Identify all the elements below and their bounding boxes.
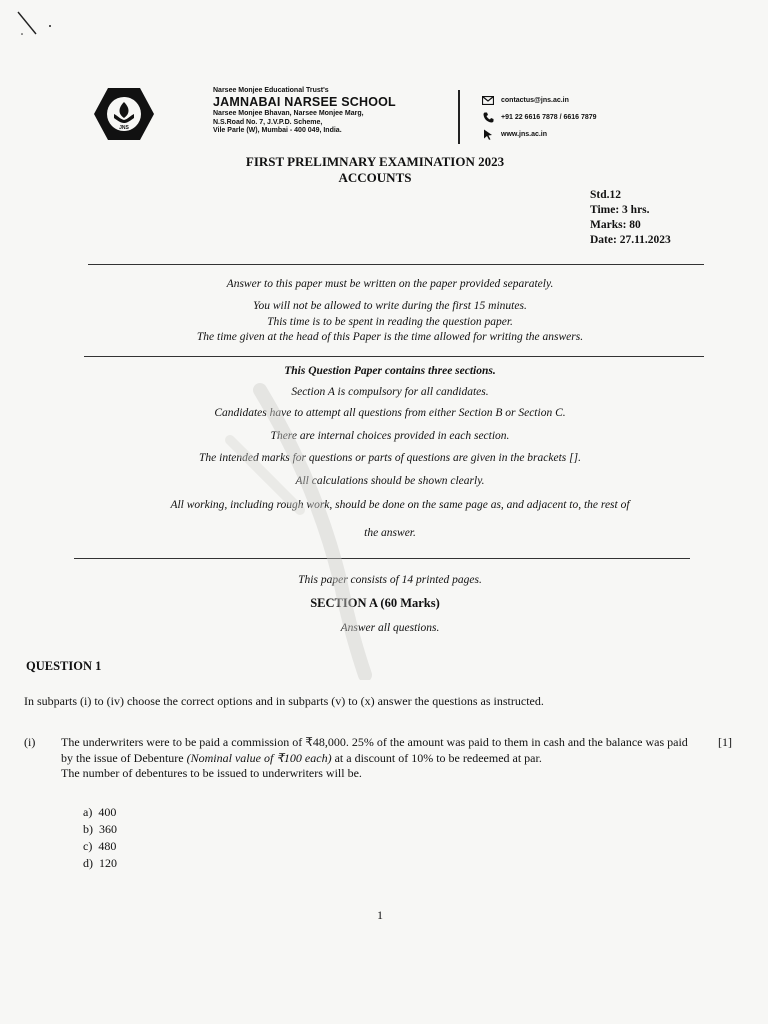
- answer-options: [83, 804, 117, 872]
- instruction-1-2: You will not be allowed to write during the first 15 minutes.: [253, 300, 527, 312]
- question-heading: QUESTION 1: [26, 659, 102, 673]
- contact-phone-row: [481, 109, 681, 126]
- exam-meta: [590, 188, 671, 248]
- pen-scribble-mark: [14, 8, 54, 38]
- email-icon: [481, 96, 495, 105]
- question-text-part2: at a discount of 10% to be redeemed at par.: [331, 750, 542, 765]
- section-a-subtitle: Answer all questions.: [340, 622, 440, 634]
- option-a: a) 400: [83, 805, 117, 819]
- exam-marks: Marks: 80: [590, 219, 641, 231]
- question-number: (i): [24, 735, 36, 749]
- exam-title: FIRST PRELIMNARY EXAMINATION 2023: [245, 154, 505, 169]
- section-a-title: SECTION A (60 Marks): [310, 596, 440, 610]
- school-header: [213, 86, 453, 136]
- question-text: [61, 735, 701, 782]
- pages-note: This paper consists of 14 printed pages.: [298, 574, 482, 586]
- phone-icon: [481, 112, 495, 123]
- exam-std: Std.12: [590, 189, 621, 201]
- question-marks: [1]: [718, 735, 732, 749]
- school-logo: [92, 86, 156, 142]
- contact-email: contactus@jns.ac.in: [501, 97, 569, 104]
- page-number: 1: [377, 908, 383, 922]
- school-name: JAMNABAI NARSEE SCHOOL: [213, 95, 396, 109]
- contact-block: [481, 92, 681, 143]
- address-line-3: Vile Parle (W), Mumbai - 400 049, India.: [213, 127, 342, 134]
- contact-website: www.jns.ac.in: [501, 131, 548, 138]
- rule-3: [74, 558, 690, 559]
- instruction-2-3: Candidates have to attempt all questions from either Section B or Section C.: [214, 407, 566, 419]
- instruction-2-4: There are internal choices provided in each section.: [270, 430, 510, 442]
- exam-time: Time: 3 hrs.: [590, 204, 650, 216]
- question-intro: In subparts (i) to (iv) choose the correct options and in subparts (v) to (x) answer the questions as instructed.: [24, 694, 544, 708]
- instruction-1-1: Answer to this paper must be written on the paper provided separately.: [226, 278, 554, 290]
- option-c: c) 480: [83, 839, 117, 853]
- logo-text: JNS: [119, 125, 129, 131]
- cursor-icon: [481, 129, 495, 140]
- contact-email-row: [481, 92, 681, 109]
- question-text-line2: The number of debentures to be issued to underwriters will be.: [61, 766, 362, 780]
- contact-website-row: [481, 126, 681, 143]
- address-line-2: N.S.Road No. 7, J.V.P.D. Scheme,: [213, 118, 323, 126]
- instruction-1-3: This time is to be spent in reading the question paper.: [267, 316, 513, 328]
- rule-1: [88, 264, 704, 265]
- rule-2: [84, 356, 704, 357]
- contact-phone: +91 22 6616 7878 / 6616 7879: [501, 114, 597, 121]
- instruction-2-1: This Question Paper contains three sections.: [284, 365, 496, 377]
- instruction-1-4: The time given at the head of this Paper is the time allowed for writing the answers.: [196, 331, 584, 343]
- exam-date: Date: 27.11.2023: [590, 234, 671, 246]
- instruction-2-2: Section A is compulsory for all candidates.: [291, 386, 489, 398]
- question-text-italic: (Nominal value of ₹100 each): [186, 750, 332, 765]
- question-text-part1: The underwriters were to be paid a commission of ₹48,000. 25% of the amount was paid to them in cash and the balance was paid by the issue of Debenture: [61, 735, 688, 765]
- exam-subject: ACCOUNTS: [338, 170, 412, 185]
- header-divider: [458, 90, 460, 144]
- instruction-2-8: the answer.: [364, 527, 416, 539]
- instruction-2-7: All working, including rough work, should be done on the same page as, and adjacent to, the rest of: [170, 499, 630, 511]
- instruction-2-6: All calculations should be shown clearly.: [295, 475, 485, 487]
- option-b: b) 360: [83, 822, 117, 836]
- instruction-2-5: The intended marks for questions or parts of questions are given in the brackets [].: [199, 452, 581, 464]
- address-line-1: Narsee Monjee Bhavan, Narsee Monjee Marg,: [213, 110, 364, 117]
- option-d: d) 120: [83, 856, 117, 870]
- trust-name: Narsee Monjee Educational Trust's: [213, 87, 329, 94]
